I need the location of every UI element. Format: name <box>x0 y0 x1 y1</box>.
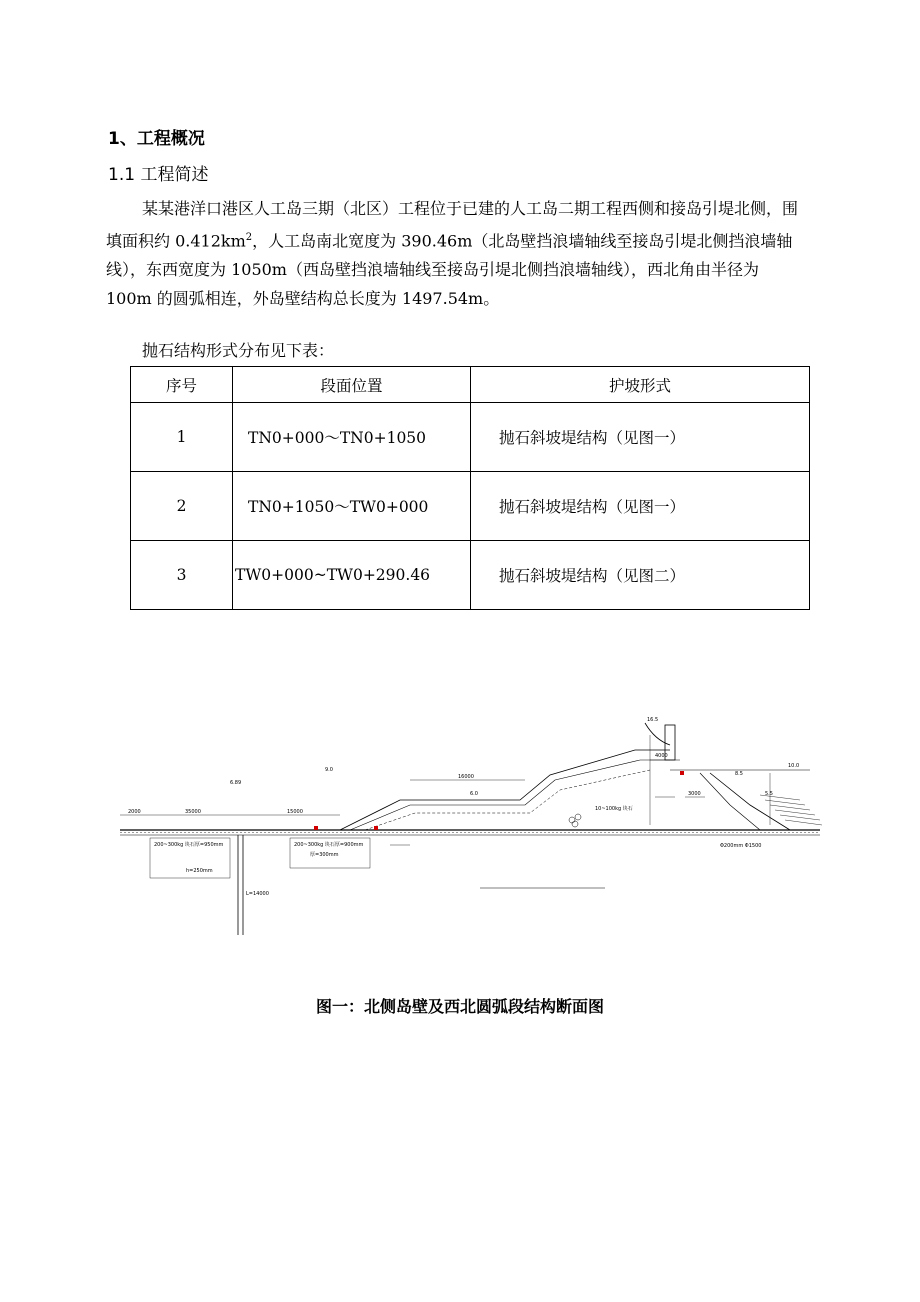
dim-label: 16000 <box>458 774 474 780</box>
revetment-hatch <box>760 795 822 825</box>
description-part-2: ，人工岛南北宽度为 390.46m（北岛壁挡浪墙轴线至接岛引堤北侧挡浪墙轴线），东西宽度为 1050m（西岛壁挡浪墙轴线至接岛引堤北侧挡浪墙轴线），西北角由半径为 100m 的圆弧相连，外岛壁结构总长度为 1497.54m。 <box>106 231 793 309</box>
elev-label: 6.0 <box>470 791 478 797</box>
dim-label: 2000 <box>128 809 141 815</box>
boulder-mark <box>575 814 581 820</box>
row-protection: 抛石斜坡堤结构（见图二） <box>471 541 810 610</box>
marker-red <box>314 826 318 830</box>
table-row <box>131 472 810 541</box>
row-index: 1 <box>131 403 233 472</box>
elev-label: 16.5 <box>647 717 659 723</box>
header-section: 段面位置 <box>233 367 471 403</box>
table-row <box>131 541 810 610</box>
elev-label: 10.0 <box>788 763 800 769</box>
table-header-row <box>131 367 810 403</box>
note-text: h=250mm <box>186 868 213 874</box>
row-section: TN0+1050～TW0+000 <box>233 472 471 541</box>
table-intro: 抛石结构形式分布见下表： <box>142 341 335 360</box>
boulder-mark <box>569 817 575 823</box>
row-section: TN0+000～TN0+1050 <box>233 403 471 472</box>
elev-label: 8.5 <box>735 771 743 777</box>
elev-label: 5.5 <box>765 791 773 797</box>
table-row <box>131 403 810 472</box>
elev-label: 6.89 <box>230 780 242 786</box>
superscript-2: 2 <box>245 232 253 243</box>
marker-red <box>374 826 378 830</box>
row-index: 3 <box>131 541 233 610</box>
description-part-1: 某某港洋口港区人工岛三期（北区）工程位于已建的人工岛二期工程西侧和接岛引堤北侧，围填面积约 0.412km <box>106 199 799 251</box>
row-protection: 抛石斜坡堤结构（见图一） <box>471 472 810 541</box>
row-index: 2 <box>131 472 233 541</box>
dim-label: 4000 <box>655 753 668 759</box>
embankment-outer <box>340 750 670 830</box>
row-protection: 抛石斜坡堤结构（见图一） <box>471 403 810 472</box>
dim-label: 35000 <box>185 809 201 815</box>
dim-label: 3000 <box>688 791 701 797</box>
structure-table <box>130 366 810 610</box>
row-section: TW0+000~TW0+290.46 <box>233 541 471 610</box>
boulder-mark <box>572 821 578 827</box>
note-text: 200~300kg 块石厚=950mm <box>154 842 224 848</box>
section-heading: 1、工程概况 <box>108 129 205 149</box>
cross-section-drawing <box>110 705 830 945</box>
marker-red <box>680 771 684 775</box>
elev-label: 9.0 <box>325 767 333 773</box>
header-protection: 护坡形式 <box>471 367 810 403</box>
note-text: 厚=300mm <box>310 852 339 858</box>
embankment-inner <box>350 760 680 830</box>
header-index: 序号 <box>131 367 233 403</box>
note-text: 10~100kg 块石 <box>595 806 633 812</box>
note-text: L=14000 <box>246 891 269 897</box>
wave-wall-curve <box>645 723 670 745</box>
note-text: Φ200mm Φ1500 <box>720 843 762 849</box>
inner-slope-2 <box>700 773 760 830</box>
note-text: 200~300kg 块石厚=900mm <box>294 842 364 848</box>
figure-caption: 图一：北侧岛壁及西北圆弧段结构断面图 <box>315 997 604 1016</box>
subsection-heading: 1.1 工程简述 <box>108 165 209 185</box>
project-description <box>106 194 806 313</box>
dim-label: 15000 <box>287 809 303 815</box>
